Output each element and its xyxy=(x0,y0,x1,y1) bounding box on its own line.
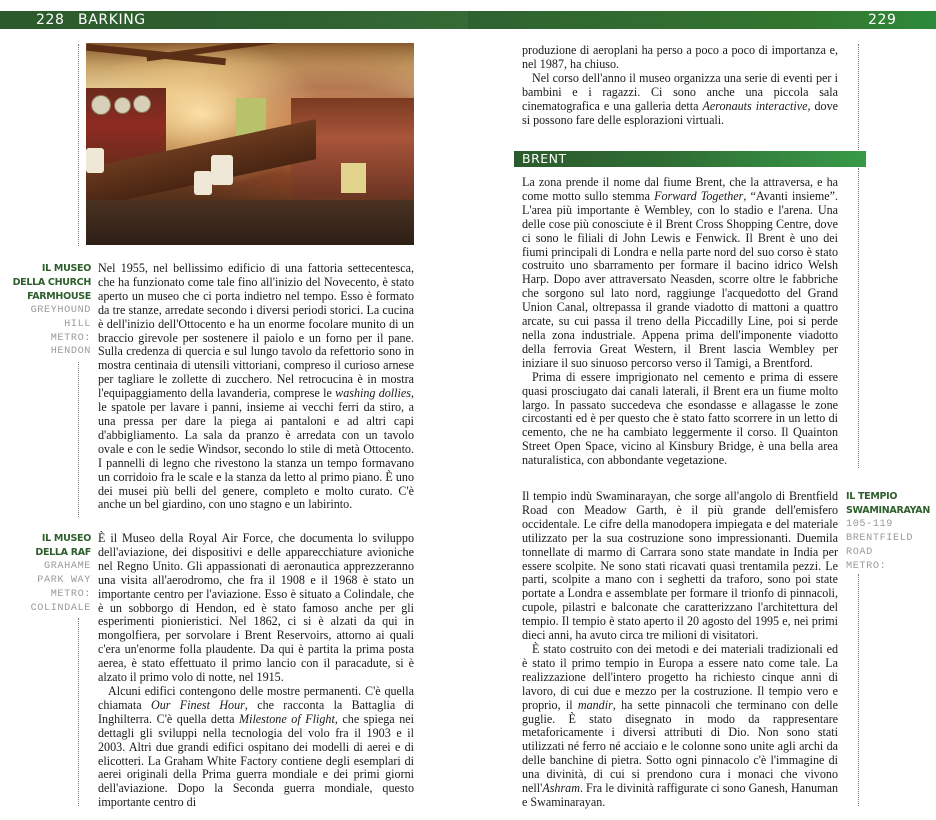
paragraph: Nel 1955, nel bellissimo edificio di una fattoria settecentesca, che ha funzionato come tale fino all'inizio del Novecento, è stato aperto un museo che ci porta indietro nel tempo. Esso è formato da tre stanze, arredate secondo i diversi periodi storici. La cucina è dell'inizio dell'Ottocento e ha un enorme focolare munito di un braccio girevole per sostenere il paiolo e un forno per il pane. Sulla credenza di quercia e sul lungo tavolo da refettorio sono in mostra centinaia di utensili vittoriani, compreso il curioso arnese per tagliare le zollette di zucchero. Nel retrocucina è in mostra l'equipaggiamento della lavanderia, comprese le washing dollies, le spatole per lavare i panni, insieme ai vecchi ferri da stiro, a una pressa per dare la piega ai pantaloni e ad altri capi d'abbigliamento. La sala da pranzo è arredata con un tavolo ovale e con le sedie Windsor, secondo lo stile di metà Ottocento. I pannelli di legno che rivestono la stanza un tempo formavano un corridoio fra le scale e la stanza da letto al primo piano. È uno dei musei più belli del genere, completo e molto curato. C'è anche un bel giardino, con uno stagno e un labirinto. xyxy=(98,261,414,512)
section-heading: BRENT xyxy=(522,151,567,166)
paragraph: produzione di aeroplani ha perso a poco a poco di importanza e, nel 1987, ha chiuso. xyxy=(522,43,838,71)
entry-address: HILL xyxy=(64,318,91,330)
paragraph: Il tempio indù Swaminarayan, che sorge all'angolo di Brentfield Road con Meadow Garth, è il più grande dell'emisfero occidentale. Le cifre della manodopera impiegata e del materiale utilizzato per la sua costruzione sono impressionanti. Duemila tonnellate di marmo di Carrara sono state mandate in India per essere scolpite. Ne sono stati ricavati quasi trentamila pezzi. Le parti, scolpite a mano con i seghetti da traforo, sono poi state portate a Londra e assemblate per formare il trionfo di pinnacoli, cupole, pilastri e balconate che caratterizzano l'architettura del tempio. Il tempio è stato aperto il 20 agosto del 1995 e, nei primi dieci anni, ha avuto circa tre milioni di visitatori. xyxy=(522,489,838,643)
entry-address: ROAD xyxy=(846,546,873,558)
right-page-number: 229 xyxy=(868,12,897,28)
entry-address: GRAHAME xyxy=(44,560,91,572)
entry-address: GREYHOUND xyxy=(30,304,91,316)
paragraph: È il Museo della Royal Air Force, che documenta lo sviluppo dell'aviazione, dei dispositivi e delle apparecchiature avioniche nel Regno Unito. Gli appassionati di aeronautica apprezzeranno una visita all'aerodromo, che fra il 1908 e il 1968 è stato un importante centro per l'aviazione. Esso è situato a Colindale, che è un sobborgo di Hendon, ed è stato famoso anche per gli esperimenti pionieristici. Nel 1862, ci si è alzati da qui in mongolfiera, per sorvolare i Brent Reservoirs, attorno ai quali c'era un'enorme folla plaudente. Da qui è partita la prima posta aerea, è stato effettuato il primo lancio con il paracadute, si è alzato il primo volo di notte, nel 1915. xyxy=(98,531,414,685)
margin-rule xyxy=(858,574,859,806)
margin-rule xyxy=(78,44,79,246)
section-body xyxy=(522,176,838,468)
paragraph: Nel corso dell'anno il museo organizza una serie di eventi per i bambini e i ragazzi. Ci sono anche una piccola sala cinematografica e una galleria detta Aeronauts interactive, dove si possono fare delle esplorazioni virtuali. xyxy=(522,70,838,127)
left-page-number: 228 xyxy=(36,12,65,28)
entry-title: FARMHOUSE xyxy=(27,290,91,302)
entry-sidebar xyxy=(0,532,91,615)
left-page-header xyxy=(0,11,468,29)
entry-title: DELLA CHURCH xyxy=(12,276,91,288)
entry-title: IL MUSEO xyxy=(41,263,91,274)
kitchen-interior-photo xyxy=(86,43,414,245)
entry-title: IL TEMPIO xyxy=(846,491,898,502)
right-page-header xyxy=(468,11,936,29)
entry-title: SWAMINARAYAN xyxy=(846,504,930,516)
entry-body-continued xyxy=(522,44,838,127)
paragraph: È stato costruito con dei metodi e dei materiali tradizionali ed è stato il primo tempio in Europa a essere nato come tale. La realizzazione dell'intero progetto ha richiesto cinque anni di lavoro, di cui due e mezzo per la costruzione. Il tempio vero e proprio, il mandir, ha sette pinnacoli che terminano con delle guglie. È stato disegnato in modo da rappresentare metaforicamente i diversi attributi di Dio. Non sono stati utilizzati né ferro né acciaio e le colonne sono unite agli archi da delle banchine di pietra. Sotto ogni pinnacolo c'è l'immagine di una divinità, di cui si prendono cura i monaci che vivono nell'Ashram. Fra le divinità raffigurate ci sono Ganesh, Hanuman e Swaminarayan. xyxy=(522,641,838,809)
entry-body xyxy=(98,262,414,512)
entry-address: HENDON xyxy=(50,346,91,358)
margin-rule xyxy=(858,44,859,154)
left-section-title: BARKING xyxy=(78,12,146,28)
entry-address: 105-119 xyxy=(846,518,893,530)
entry-sidebar xyxy=(0,262,91,359)
entry-address: METRO: xyxy=(846,560,887,572)
entry-body xyxy=(522,490,838,810)
entry-title: DELLA RAF xyxy=(35,546,91,558)
entry-address: METRO: xyxy=(50,332,91,344)
section-heading-bar xyxy=(514,151,866,167)
paragraph: La zona prende il nome dal fiume Brent, che la attraversa, e ha come motto sullo stemma Forward Together, “Avanti insieme”. L'area più importante è Wembley, con lo stadio e l'arena. Una delle cose più conosciute è il Brent Cross Shopping Centre, dove ci sono le filiali di John Lewis e Fenwick. Il Brent è uno dei fiumi principali di Londra e nella parte nord del suo corso è stato costruito uno sbarramento per formare il bacino idrico Welsh Harp. Dopo aver attraversato Neasden, scorre oltre le fabbriche che sorgono sul lato nord, raggiunge l'acquedotto del Grand Union Canal, oltrepassa il grande viadotto di mattoni a quattro arcate, su cui passa il treno della Piccadilly Line, poi si perde nella zona industriale. Appena prima dell'imponente viadotto della ferrovia Great Western, il Brent lascia Wembley per iniziare il suo sinuoso percorso verso il Tamigi, a Brentford. xyxy=(522,175,839,370)
margin-rule xyxy=(858,168,859,468)
paragraph: Alcuni edifici contengono delle mostre permanenti. C'è quella chiamata Our Finest Hour, che racconta la Battaglia di Inghilterra. C'è quella detta Milestone of Flight, che spiega nei dettagli gli sviluppi nella tecnologia del volo fra il 1903 e il 2003. Altri due grandi edifici ospitano dei modelli di aerei e di elicotteri. La Graham White Factory contiene degli esemplari di aerei originali della Prima guerra mondiale e dei primi giorni dell'aviazione. Dopo la Seconda guerra mondiale, questo importante centro di xyxy=(98,683,415,810)
entry-address: METRO: xyxy=(50,588,91,600)
entry-sidebar xyxy=(846,490,936,573)
entry-address: COLINDALE xyxy=(30,602,91,614)
entry-title: IL MUSEO xyxy=(41,533,91,544)
entry-address: PARK WAY xyxy=(37,574,91,586)
margin-rule xyxy=(78,618,79,806)
entry-body xyxy=(98,532,414,810)
paragraph: Prima di essere imprigionato nel cemento e prima di essere quasi prosciugato dai canali laterali, il Brent era un fiume molto largo. In passato succedeva che esondasse e allagasse le zone circostanti ed è per questo che è stato fatto scorrere in un letto di cemento, che ne ha cambiato leggermente il corso. Il Quainton Street Open Space, vicino al Kinsbury Bridge, è una bella area naturalistica, con abbondante vegetazione. xyxy=(522,369,838,468)
entry-address: BRENTFIELD xyxy=(846,532,914,544)
margin-rule xyxy=(78,362,79,517)
